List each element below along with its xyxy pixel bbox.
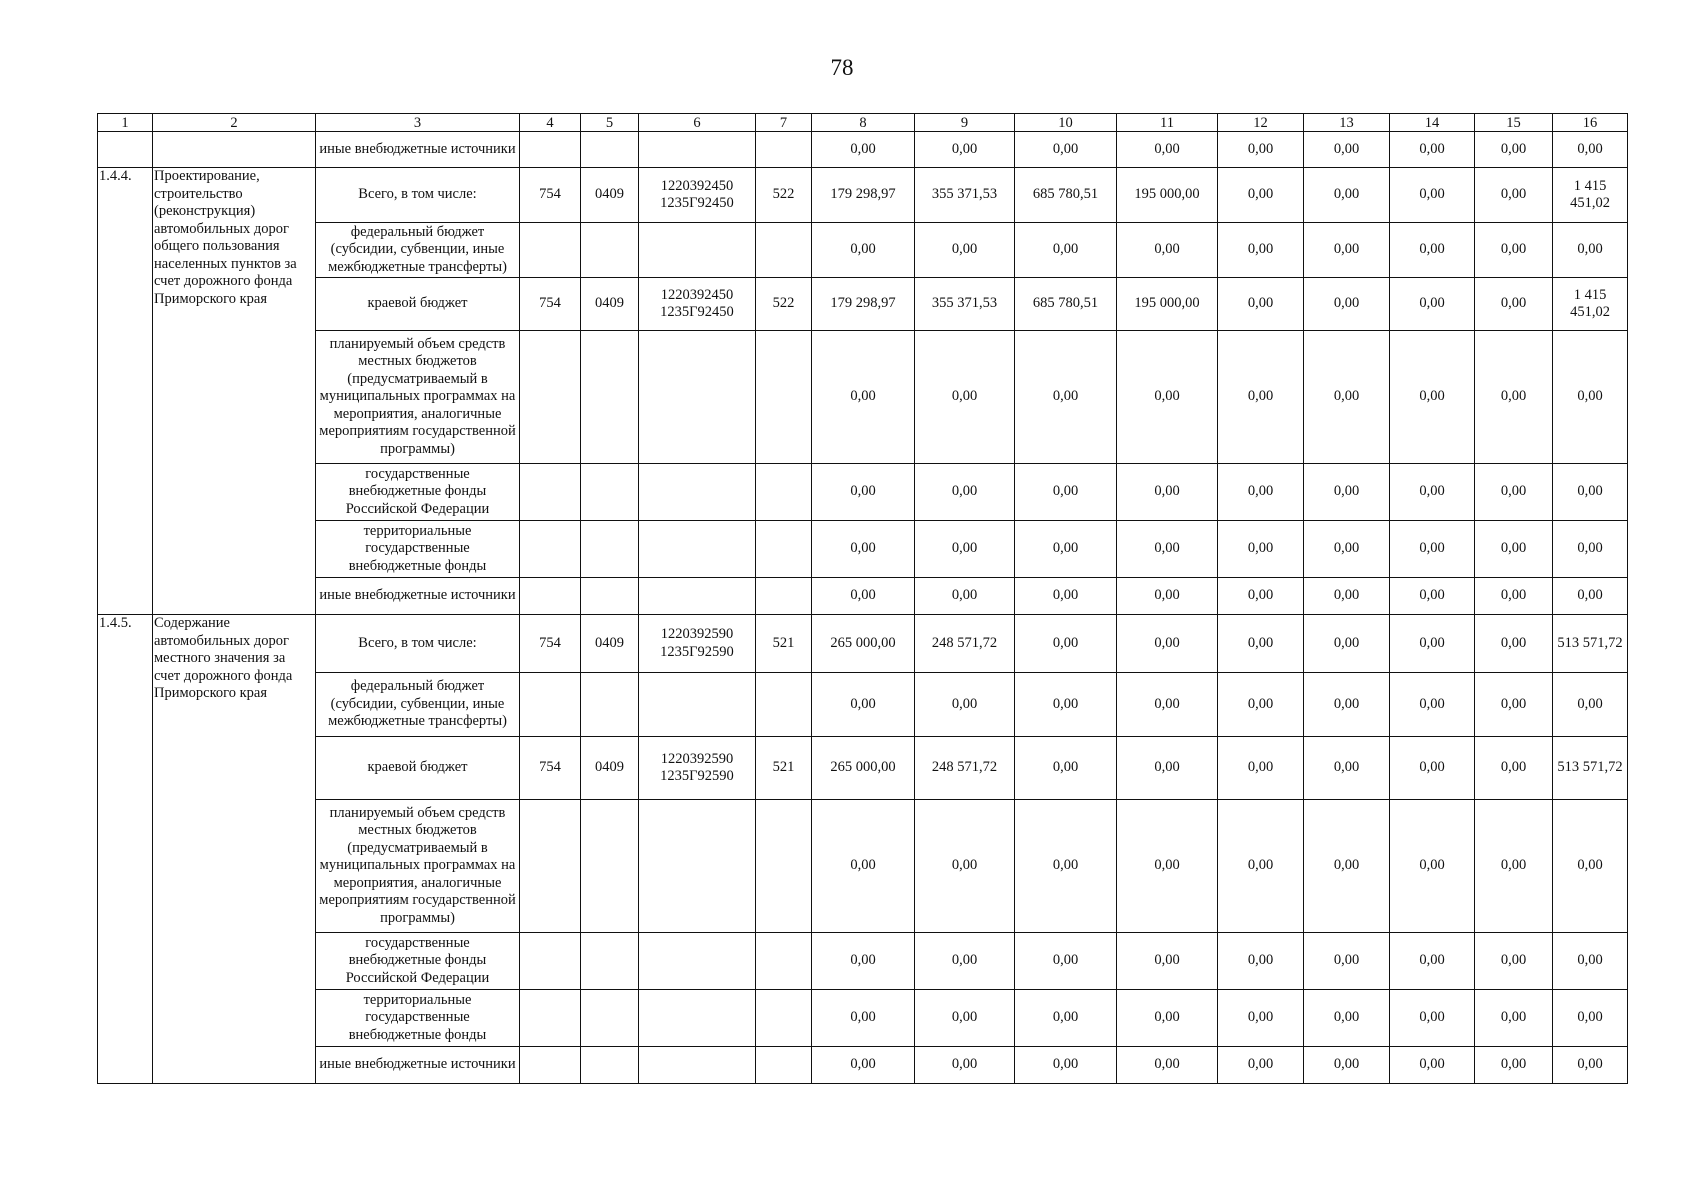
vr-cell xyxy=(756,933,812,990)
amount-cell: 0,00 xyxy=(915,673,1015,737)
amount-cell: 0,00 xyxy=(1475,933,1553,990)
amount-cell: 0,00 xyxy=(1015,673,1117,737)
amount-cell: 0,00 xyxy=(812,223,915,278)
vr-cell xyxy=(756,673,812,737)
grbs-cell: 754 xyxy=(520,737,581,800)
amount-cell: 0,00 xyxy=(1304,168,1390,223)
amount-cell: 0,00 xyxy=(1390,132,1475,168)
grbs-cell xyxy=(520,331,581,464)
vr-cell xyxy=(756,578,812,615)
csr-cell xyxy=(639,521,756,578)
rzpr-cell xyxy=(581,990,639,1047)
column-number-cell: 9 xyxy=(915,114,1015,132)
budget-table xyxy=(97,113,1628,1084)
amount-cell: 0,00 xyxy=(1475,132,1553,168)
csr-cell xyxy=(639,673,756,737)
section-name-cell: Проектирование, строительство (реконструкция) автомобильных дорог общего пользования населенных пунктов за счет дорожного фонда Приморского края xyxy=(153,168,316,615)
funding-source-cell: федеральный бюджет (субсидии, субвенции, иные межбюджетные трансферты) xyxy=(316,223,520,278)
amount-cell: 685 780,51 xyxy=(1015,278,1117,331)
amount-cell: 0,00 xyxy=(1304,132,1390,168)
funding-source-cell: Всего, в том числе: xyxy=(316,168,520,223)
grbs-cell xyxy=(520,990,581,1047)
column-number-cell: 3 xyxy=(316,114,520,132)
table-row xyxy=(98,990,1628,1047)
table-row xyxy=(98,132,1628,168)
grbs-cell xyxy=(520,223,581,278)
table-row xyxy=(98,615,1628,673)
column-number-cell: 7 xyxy=(756,114,812,132)
rzpr-cell xyxy=(581,933,639,990)
amount-cell: 0,00 xyxy=(1218,990,1304,1047)
amount-cell: 0,00 xyxy=(1475,464,1553,521)
vr-cell: 522 xyxy=(756,168,812,223)
grbs-cell xyxy=(520,521,581,578)
amount-cell: 0,00 xyxy=(1390,521,1475,578)
grbs-cell: 754 xyxy=(520,615,581,673)
amount-cell: 0,00 xyxy=(915,132,1015,168)
amount-cell: 0,00 xyxy=(1117,521,1218,578)
table-row xyxy=(98,1047,1628,1084)
amount-cell: 0,00 xyxy=(1015,132,1117,168)
amount-cell: 0,00 xyxy=(915,990,1015,1047)
table-row xyxy=(98,331,1628,464)
amount-cell: 0,00 xyxy=(1553,331,1628,464)
amount-cell: 0,00 xyxy=(1475,521,1553,578)
amount-cell: 0,00 xyxy=(1475,673,1553,737)
amount-cell: 0,00 xyxy=(1475,278,1553,331)
column-number-cell: 13 xyxy=(1304,114,1390,132)
column-number-cell: 14 xyxy=(1390,114,1475,132)
funding-source-cell: государственные внебюджетные фонды Российской Федерации xyxy=(316,464,520,521)
rzpr-cell: 0409 xyxy=(581,278,639,331)
amount-cell: 0,00 xyxy=(1218,168,1304,223)
amount-cell: 0,00 xyxy=(1218,673,1304,737)
amount-cell: 0,00 xyxy=(1218,278,1304,331)
amount-cell: 179 298,97 xyxy=(812,278,915,331)
vr-cell: 522 xyxy=(756,278,812,331)
amount-cell: 0,00 xyxy=(1553,1047,1628,1084)
amount-cell: 355 371,53 xyxy=(915,168,1015,223)
amount-cell: 0,00 xyxy=(812,132,915,168)
amount-cell: 195 000,00 xyxy=(1117,278,1218,331)
amount-cell: 179 298,97 xyxy=(812,168,915,223)
vr-cell xyxy=(756,1047,812,1084)
funding-source-cell: иные внебюджетные источники xyxy=(316,578,520,615)
grbs-cell: 754 xyxy=(520,168,581,223)
vr-cell: 521 xyxy=(756,737,812,800)
amount-cell: 0,00 xyxy=(1390,278,1475,331)
section-index-cell: 1.4.4. xyxy=(98,168,153,615)
amount-cell: 248 571,72 xyxy=(915,737,1015,800)
amount-cell: 0,00 xyxy=(915,521,1015,578)
csr-cell xyxy=(639,1047,756,1084)
amount-cell: 0,00 xyxy=(1218,578,1304,615)
amount-cell: 0,00 xyxy=(1390,331,1475,464)
amount-cell: 0,00 xyxy=(1015,800,1117,933)
amount-cell: 248 571,72 xyxy=(915,615,1015,673)
amount-cell: 0,00 xyxy=(1304,615,1390,673)
amount-cell: 0,00 xyxy=(1553,521,1628,578)
amount-cell: 0,00 xyxy=(1015,933,1117,990)
amount-cell: 0,00 xyxy=(1304,464,1390,521)
amount-cell: 0,00 xyxy=(1218,800,1304,933)
amount-cell: 0,00 xyxy=(812,933,915,990)
amount-cell: 0,00 xyxy=(1304,737,1390,800)
rzpr-cell: 0409 xyxy=(581,615,639,673)
column-number-cell: 11 xyxy=(1117,114,1218,132)
amount-cell: 0,00 xyxy=(1390,800,1475,933)
csr-cell: 1220392590 1235Г92590 xyxy=(639,737,756,800)
rzpr-cell xyxy=(581,1047,639,1084)
amount-cell: 0,00 xyxy=(812,331,915,464)
amount-cell: 355 371,53 xyxy=(915,278,1015,331)
amount-cell: 0,00 xyxy=(1553,578,1628,615)
column-number-cell: 16 xyxy=(1553,114,1628,132)
amount-cell: 0,00 xyxy=(915,464,1015,521)
amount-cell: 0,00 xyxy=(1553,673,1628,737)
amount-cell: 0,00 xyxy=(1304,278,1390,331)
amount-cell: 0,00 xyxy=(1553,223,1628,278)
amount-cell: 1 415 451,02 xyxy=(1553,168,1628,223)
amount-cell: 685 780,51 xyxy=(1015,168,1117,223)
section-name-cell: Содержание автомобильных дорог местного значения за счет дорожного фонда Приморского края xyxy=(153,615,316,1084)
amount-cell: 0,00 xyxy=(812,800,915,933)
amount-cell: 0,00 xyxy=(812,673,915,737)
index-cell xyxy=(98,132,153,168)
amount-cell: 0,00 xyxy=(1475,331,1553,464)
column-number-cell: 1 xyxy=(98,114,153,132)
rzpr-cell xyxy=(581,521,639,578)
amount-cell: 0,00 xyxy=(1015,990,1117,1047)
amount-cell: 0,00 xyxy=(1218,933,1304,990)
amount-cell: 0,00 xyxy=(1390,615,1475,673)
funding-source-cell: территориальные государственные внебюджетные фонды xyxy=(316,990,520,1047)
amount-cell: 0,00 xyxy=(1304,673,1390,737)
grbs-cell xyxy=(520,800,581,933)
table-row xyxy=(98,578,1628,615)
amount-cell: 0,00 xyxy=(1117,933,1218,990)
table-row xyxy=(98,521,1628,578)
amount-cell: 0,00 xyxy=(1390,464,1475,521)
funding-source-cell: планируемый объем средств местных бюджетов (предусматриваемый в муниципальных программах на мероприятия, аналогичные мероприятиям государственной программы) xyxy=(316,331,520,464)
amount-cell: 0,00 xyxy=(1475,168,1553,223)
amount-cell: 0,00 xyxy=(915,578,1015,615)
amount-cell: 0,00 xyxy=(1117,737,1218,800)
amount-cell: 0,00 xyxy=(1117,223,1218,278)
amount-cell: 0,00 xyxy=(1015,223,1117,278)
amount-cell: 0,00 xyxy=(1015,578,1117,615)
table-row xyxy=(98,933,1628,990)
amount-cell: 0,00 xyxy=(812,990,915,1047)
amount-cell: 0,00 xyxy=(1218,464,1304,521)
amount-cell: 0,00 xyxy=(1304,223,1390,278)
page-number: 78 xyxy=(830,55,854,80)
vr-cell xyxy=(756,521,812,578)
amount-cell: 0,00 xyxy=(915,1047,1015,1084)
column-number-cell: 2 xyxy=(153,114,316,132)
csr-cell xyxy=(639,331,756,464)
amount-cell: 0,00 xyxy=(1390,1047,1475,1084)
table-row xyxy=(98,464,1628,521)
rzpr-cell: 0409 xyxy=(581,168,639,223)
funding-source-cell: федеральный бюджет (субсидии, субвенции, иные межбюджетные трансферты) xyxy=(316,673,520,737)
csr-cell xyxy=(639,464,756,521)
vr-cell xyxy=(756,132,812,168)
amount-cell: 0,00 xyxy=(1390,578,1475,615)
csr-cell: 1220392450 1235Г92450 xyxy=(639,168,756,223)
amount-cell: 0,00 xyxy=(1117,800,1218,933)
amount-cell: 0,00 xyxy=(1390,737,1475,800)
amount-cell: 0,00 xyxy=(1475,1047,1553,1084)
vr-cell: 521 xyxy=(756,615,812,673)
event-name-cell xyxy=(153,132,316,168)
amount-cell: 0,00 xyxy=(1553,800,1628,933)
amount-cell: 0,00 xyxy=(1475,737,1553,800)
amount-cell: 0,00 xyxy=(1117,331,1218,464)
section-index-cell: 1.4.5. xyxy=(98,615,153,1084)
amount-cell: 0,00 xyxy=(915,223,1015,278)
amount-cell: 0,00 xyxy=(1390,990,1475,1047)
grbs-cell xyxy=(520,578,581,615)
csr-cell: 1220392590 1235Г92590 xyxy=(639,615,756,673)
amount-cell: 0,00 xyxy=(1117,1047,1218,1084)
vr-cell xyxy=(756,990,812,1047)
table-row xyxy=(98,800,1628,933)
amount-cell: 513 571,72 xyxy=(1553,615,1628,673)
vr-cell xyxy=(756,331,812,464)
csr-cell xyxy=(639,933,756,990)
amount-cell: 0,00 xyxy=(1475,990,1553,1047)
funding-source-cell: иные внебюджетные источники xyxy=(316,1047,520,1084)
csr-cell xyxy=(639,578,756,615)
amount-cell: 0,00 xyxy=(1304,990,1390,1047)
rzpr-cell xyxy=(581,578,639,615)
amount-cell: 513 571,72 xyxy=(1553,737,1628,800)
amount-cell: 0,00 xyxy=(1304,578,1390,615)
rzpr-cell: 0409 xyxy=(581,737,639,800)
amount-cell: 0,00 xyxy=(1553,933,1628,990)
funding-source-cell: краевой бюджет xyxy=(316,737,520,800)
funding-source-cell: планируемый объем средств местных бюджетов (предусматриваемый в муниципальных программах на мероприятия, аналогичные мероприятиям государственной программы) xyxy=(316,800,520,933)
amount-cell: 0,00 xyxy=(915,331,1015,464)
rzpr-cell xyxy=(581,673,639,737)
amount-cell: 0,00 xyxy=(1117,578,1218,615)
amount-cell: 0,00 xyxy=(1304,521,1390,578)
vr-cell xyxy=(756,464,812,521)
amount-cell: 0,00 xyxy=(812,578,915,615)
csr-cell: 1220392450 1235Г92450 xyxy=(639,278,756,331)
amount-cell: 0,00 xyxy=(1553,132,1628,168)
amount-cell: 0,00 xyxy=(1475,800,1553,933)
table-row xyxy=(98,223,1628,278)
amount-cell: 0,00 xyxy=(1218,132,1304,168)
amount-cell: 0,00 xyxy=(1015,464,1117,521)
amount-cell: 0,00 xyxy=(1475,615,1553,673)
table-row xyxy=(98,737,1628,800)
funding-source-cell: территориальные государственные внебюджетные фонды xyxy=(316,521,520,578)
column-number-cell: 10 xyxy=(1015,114,1117,132)
amount-cell: 0,00 xyxy=(1218,331,1304,464)
amount-cell: 0,00 xyxy=(1117,132,1218,168)
amount-cell: 0,00 xyxy=(1218,1047,1304,1084)
amount-cell: 0,00 xyxy=(1015,1047,1117,1084)
amount-cell: 0,00 xyxy=(1390,168,1475,223)
amount-cell: 195 000,00 xyxy=(1117,168,1218,223)
amount-cell: 0,00 xyxy=(1015,737,1117,800)
rzpr-cell xyxy=(581,132,639,168)
amount-cell: 0,00 xyxy=(1553,464,1628,521)
amount-cell: 0,00 xyxy=(1304,1047,1390,1084)
vr-cell xyxy=(756,223,812,278)
amount-cell: 0,00 xyxy=(812,521,915,578)
amount-cell: 265 000,00 xyxy=(812,615,915,673)
column-number-cell: 12 xyxy=(1218,114,1304,132)
amount-cell: 265 000,00 xyxy=(812,737,915,800)
funding-source-cell: краевой бюджет xyxy=(316,278,520,331)
rzpr-cell xyxy=(581,223,639,278)
grbs-cell xyxy=(520,1047,581,1084)
vr-cell xyxy=(756,800,812,933)
amount-cell: 0,00 xyxy=(1117,615,1218,673)
amount-cell: 0,00 xyxy=(1015,615,1117,673)
table-row xyxy=(98,278,1628,331)
amount-cell: 0,00 xyxy=(1218,615,1304,673)
funding-source-cell: Всего, в том числе: xyxy=(316,615,520,673)
amount-cell: 0,00 xyxy=(915,800,1015,933)
header-row xyxy=(98,114,1628,132)
amount-cell: 0,00 xyxy=(1218,521,1304,578)
amount-cell: 0,00 xyxy=(1304,331,1390,464)
rzpr-cell xyxy=(581,800,639,933)
column-number-cell: 15 xyxy=(1475,114,1553,132)
column-number-cell: 6 xyxy=(639,114,756,132)
table-row xyxy=(98,168,1628,223)
column-number-cell: 8 xyxy=(812,114,915,132)
amount-cell: 0,00 xyxy=(1390,933,1475,990)
column-number-cell: 4 xyxy=(520,114,581,132)
grbs-cell xyxy=(520,673,581,737)
amount-cell: 1 415 451,02 xyxy=(1553,278,1628,331)
amount-cell: 0,00 xyxy=(1475,578,1553,615)
amount-cell: 0,00 xyxy=(1218,737,1304,800)
grbs-cell xyxy=(520,132,581,168)
amount-cell: 0,00 xyxy=(1015,521,1117,578)
amount-cell: 0,00 xyxy=(1117,464,1218,521)
csr-cell xyxy=(639,990,756,1047)
csr-cell xyxy=(639,800,756,933)
grbs-cell xyxy=(520,933,581,990)
table-row xyxy=(98,673,1628,737)
amount-cell: 0,00 xyxy=(1218,223,1304,278)
rzpr-cell xyxy=(581,464,639,521)
funding-source-cell: государственные внебюджетные фонды Российской Федерации xyxy=(316,933,520,990)
amount-cell: 0,00 xyxy=(1015,331,1117,464)
amount-cell: 0,00 xyxy=(1117,990,1218,1047)
csr-cell xyxy=(639,223,756,278)
rzpr-cell xyxy=(581,331,639,464)
column-number-cell: 5 xyxy=(581,114,639,132)
csr-cell xyxy=(639,132,756,168)
grbs-cell xyxy=(520,464,581,521)
amount-cell: 0,00 xyxy=(1390,223,1475,278)
funding-source-cell: иные внебюджетные источники xyxy=(316,132,520,168)
amount-cell: 0,00 xyxy=(1553,990,1628,1047)
amount-cell: 0,00 xyxy=(812,1047,915,1084)
amount-cell: 0,00 xyxy=(1475,223,1553,278)
amount-cell: 0,00 xyxy=(1304,800,1390,933)
amount-cell: 0,00 xyxy=(1390,673,1475,737)
amount-cell: 0,00 xyxy=(1304,933,1390,990)
amount-cell: 0,00 xyxy=(812,464,915,521)
grbs-cell: 754 xyxy=(520,278,581,331)
amount-cell: 0,00 xyxy=(1117,673,1218,737)
amount-cell: 0,00 xyxy=(915,933,1015,990)
